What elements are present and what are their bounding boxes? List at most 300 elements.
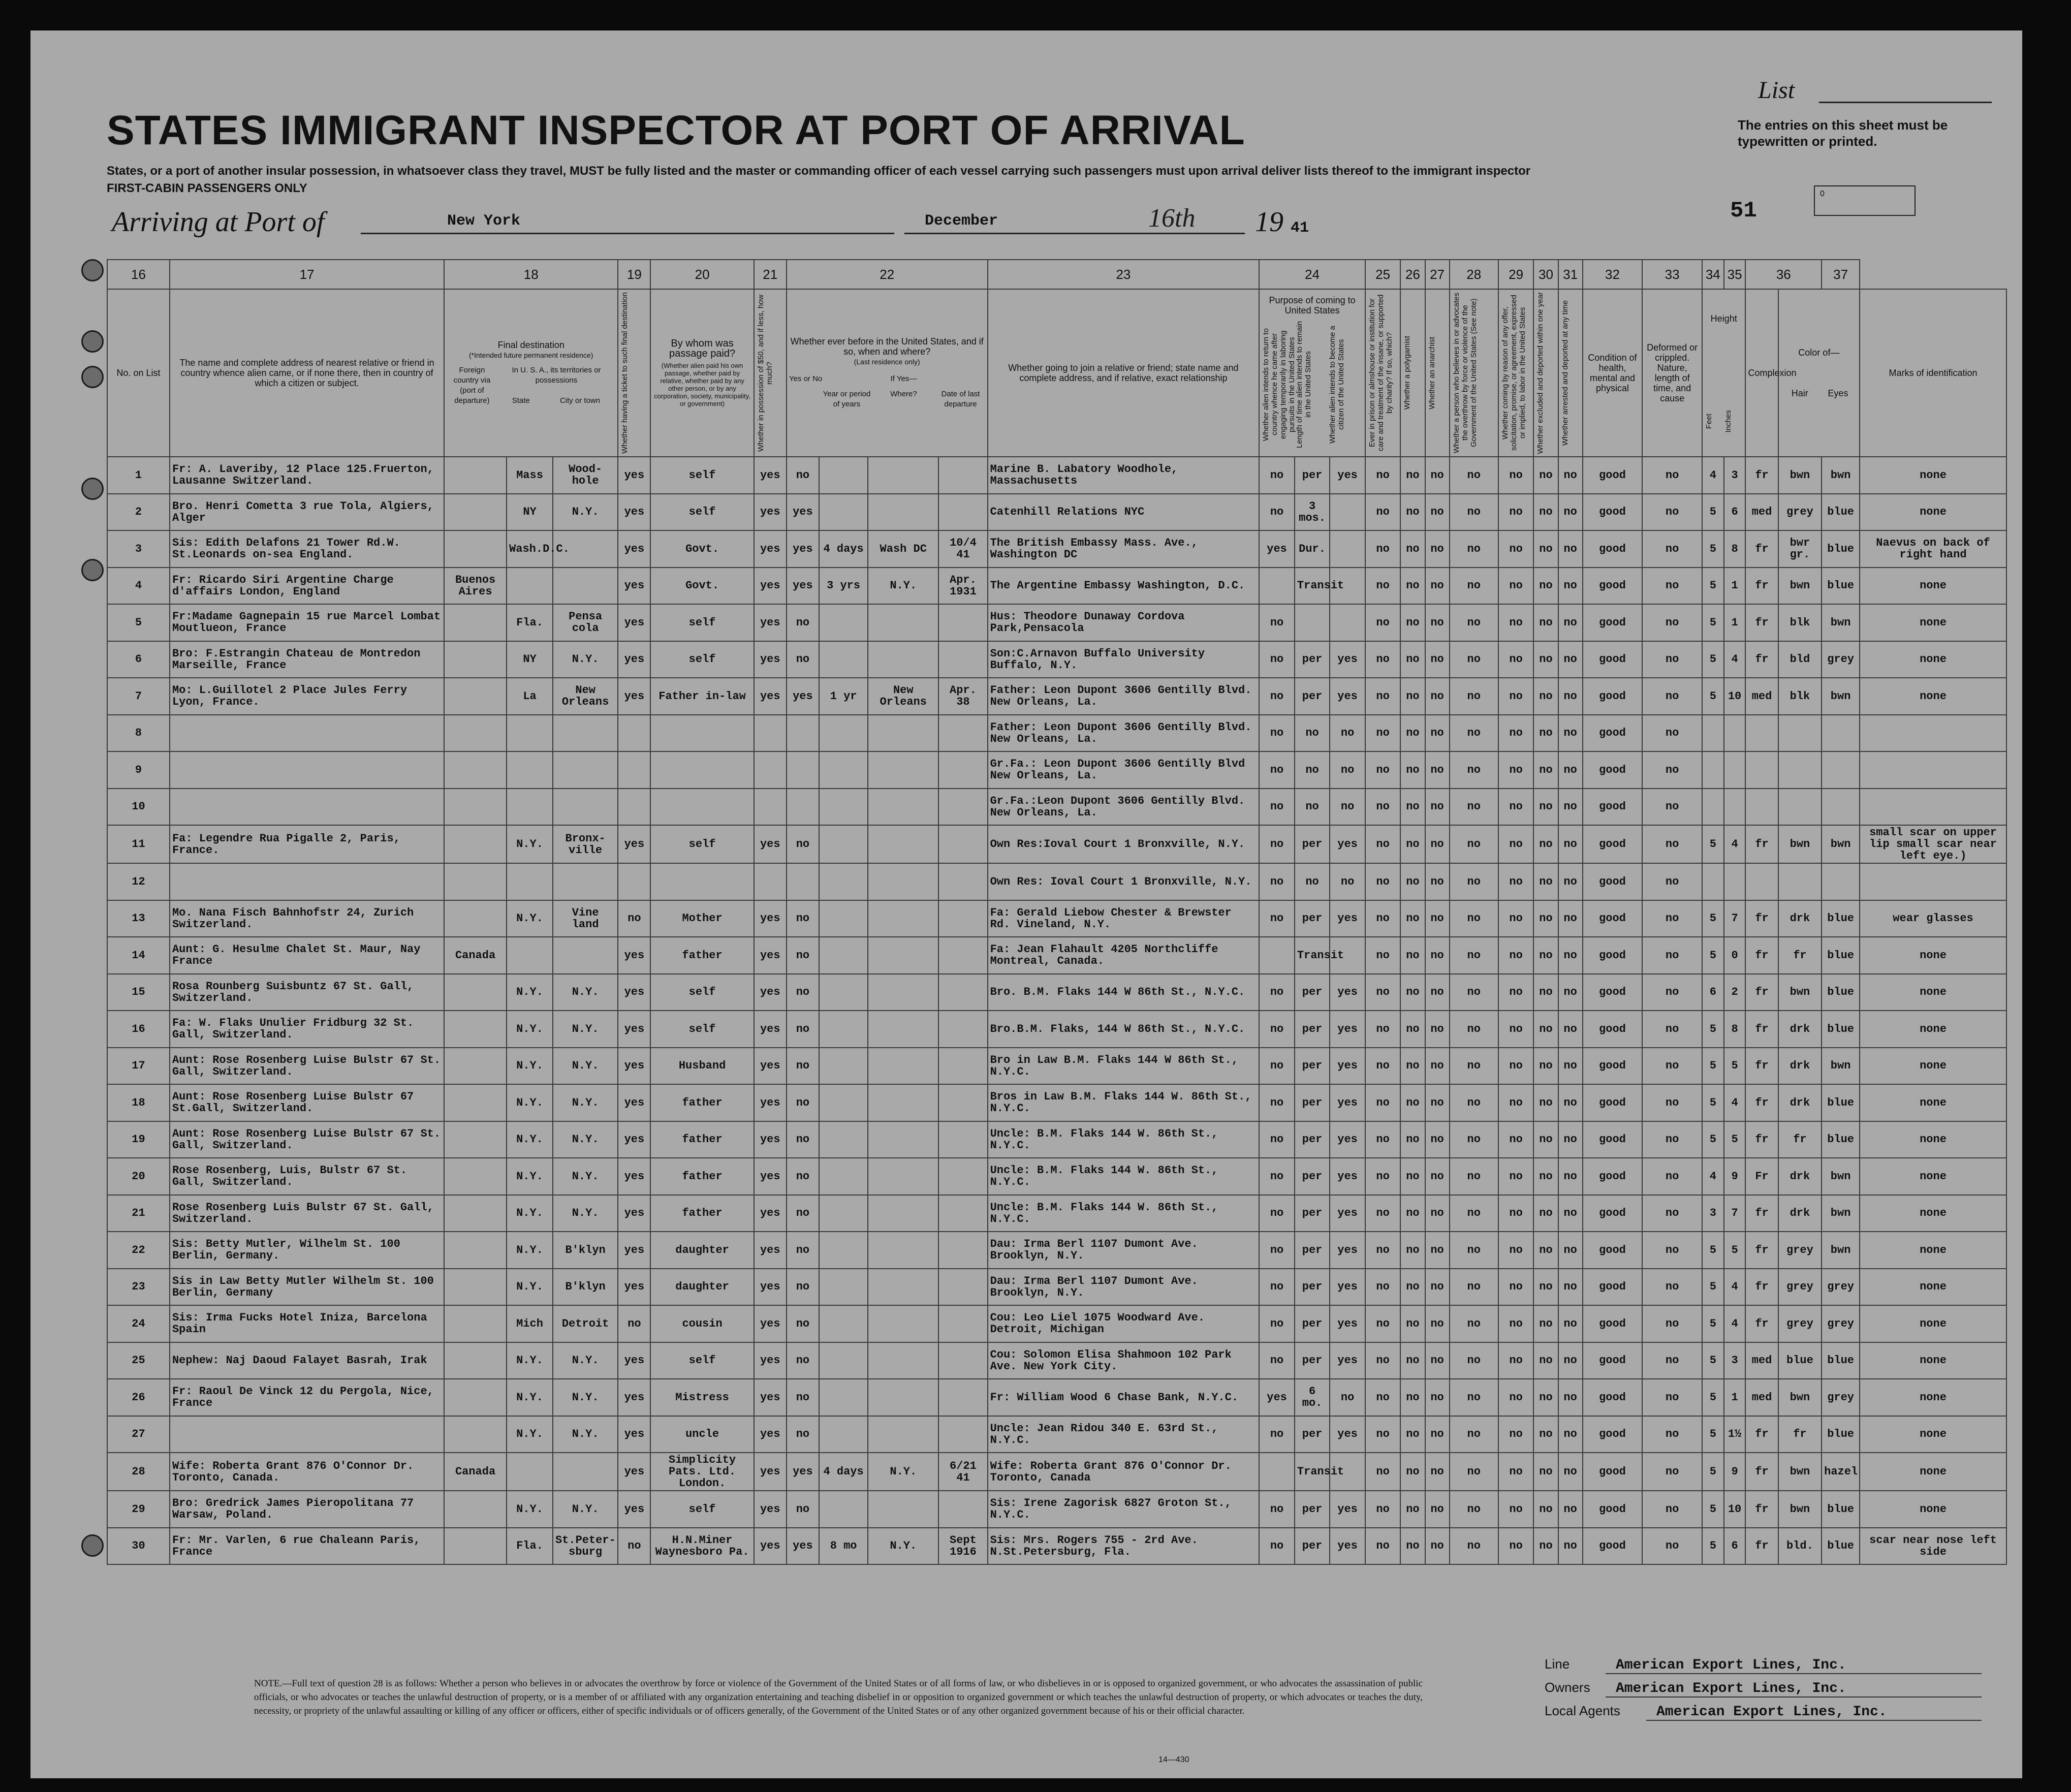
cell-before: no: [787, 1379, 819, 1416]
cell-foreign: [444, 1269, 507, 1306]
cell-c30: no: [1533, 568, 1558, 605]
cell-date: [938, 900, 987, 937]
cell-eyes: blue: [1822, 1121, 1860, 1158]
cell-p2: per: [1295, 1011, 1330, 1048]
cell-c31: no: [1558, 1121, 1583, 1158]
cell-p1: [1259, 568, 1295, 605]
cell-p3: yes: [1330, 1195, 1365, 1232]
cell-p1: no: [1259, 1269, 1295, 1306]
cell-p1: no: [1259, 457, 1295, 494]
cell-state: N.Y.: [507, 825, 553, 863]
cell-relative: Sis: Betty Mutler, Wilhelm St. 100 Berlin, Germany.: [170, 1232, 444, 1269]
cell-c27: no: [1425, 863, 1450, 900]
cell-years: 8 mo: [819, 1528, 868, 1565]
table-row: [107, 1084, 2006, 1121]
cell-no: 23: [107, 1269, 170, 1306]
cell-ticket: yes: [618, 568, 650, 605]
cell-deformed: no: [1642, 863, 1702, 900]
cell-ticket: yes: [618, 1158, 650, 1195]
cell-feet: 5: [1702, 1232, 1724, 1269]
colnum: 18: [444, 260, 618, 289]
cell-deformed: no: [1642, 1416, 1702, 1453]
cell-before: yes: [787, 678, 819, 715]
cell-ticket: yes: [618, 1121, 650, 1158]
cell-city: Bronx-ville: [553, 825, 618, 863]
cell-c26: no: [1400, 1379, 1425, 1416]
cell-p1: no: [1259, 1158, 1295, 1195]
cell-p2: per: [1295, 1342, 1330, 1379]
cell-c28: no: [1450, 1416, 1498, 1453]
arriving-label: Arriving at Port of: [112, 206, 325, 238]
header-health: Condition of health, mental and physical: [1583, 289, 1643, 457]
cell-deformed: no: [1642, 900, 1702, 937]
cell-c27: no: [1425, 678, 1450, 715]
cell-state: N.Y.: [507, 1011, 553, 1048]
header-c29: [1498, 289, 1534, 457]
port-value: New York: [447, 212, 521, 230]
cell-where: [868, 1416, 938, 1453]
cell-complexion: fr: [1745, 1084, 1778, 1121]
cell-c26: no: [1400, 1195, 1425, 1232]
cell-ticket: yes: [618, 1011, 650, 1048]
cell-where: [868, 457, 938, 494]
cell-p1: no: [1259, 641, 1295, 678]
cell-city: N.Y.: [553, 1121, 618, 1158]
manifest-sheet: [30, 30, 2022, 1778]
cell-inches: 2: [1724, 974, 1746, 1011]
cell-inches: 10: [1724, 678, 1746, 715]
cell-c29: no: [1498, 568, 1534, 605]
cell-deformed: no: [1642, 1121, 1702, 1158]
cell-hair: drk: [1778, 1048, 1822, 1085]
cell-complexion: med: [1745, 1342, 1778, 1379]
cell-fifty: yes: [754, 1269, 787, 1306]
cell-p1: no: [1259, 1011, 1295, 1048]
cell-feet: 5: [1702, 900, 1724, 937]
cell-c28: no: [1450, 641, 1498, 678]
header-ticket: [618, 289, 650, 457]
cell-c29: no: [1498, 1048, 1534, 1085]
header-no-on-list: No. on List: [107, 289, 170, 457]
header-date-departure: Date of last departure: [941, 390, 980, 408]
cell-fifty: yes: [754, 1342, 787, 1379]
punch-hole: [81, 1534, 104, 1557]
cell-before: yes: [787, 530, 819, 568]
cell-eyes: bwn: [1822, 1158, 1860, 1195]
cell-date: [938, 1232, 987, 1269]
cell-c27: no: [1425, 1416, 1450, 1453]
cell-c30: no: [1533, 530, 1558, 568]
cell-before: [787, 789, 819, 826]
cell-c27: no: [1425, 1528, 1450, 1565]
cell-before: yes: [787, 494, 819, 531]
cell-years: [819, 900, 868, 937]
cell-p1: no: [1259, 1342, 1295, 1379]
cell-p2: no: [1295, 789, 1330, 826]
cell-p2: no: [1295, 751, 1330, 789]
cell-c28: no: [1450, 530, 1498, 568]
cell-where: [868, 1379, 938, 1416]
color-of-label: Color of—: [1798, 348, 1840, 358]
cell-marks: [1860, 863, 2006, 900]
cell-c25: no: [1365, 1084, 1401, 1121]
cell-c25: no: [1365, 1269, 1401, 1306]
cell-fifty: yes: [754, 1084, 787, 1121]
cell-joining: Cou: Solomon Elisa Shahmoon 102 Park Ave. New York City.: [988, 1342, 1260, 1379]
cell-c28: no: [1450, 1305, 1498, 1342]
cell-p3: yes: [1330, 641, 1365, 678]
cell-hair: fr: [1778, 1416, 1822, 1453]
cell-ticket: yes: [618, 678, 650, 715]
cell-fifty: yes: [754, 1232, 787, 1269]
cell-p2: per: [1295, 678, 1330, 715]
header-c26: [1400, 289, 1425, 457]
cell-where: [868, 1232, 938, 1269]
cell-p2: per: [1295, 1195, 1330, 1232]
cell-where: New Orleans: [868, 678, 938, 715]
c26-label: Whether a polygamist: [1403, 336, 1412, 410]
cell-c30: no: [1533, 1232, 1558, 1269]
cell-before: no: [787, 1121, 819, 1158]
cell-before: no: [787, 1011, 819, 1048]
cell-deformed: no: [1642, 494, 1702, 531]
cell-marks: scar near nose left side: [1860, 1528, 2006, 1565]
cell-foreign: [444, 1342, 507, 1379]
colnum: 32: [1583, 260, 1643, 289]
cell-marks: none: [1860, 568, 2006, 605]
cell-before: [787, 751, 819, 789]
table-row: [107, 568, 2006, 605]
cell-c31: no: [1558, 530, 1583, 568]
cell-c31: no: [1558, 1269, 1583, 1306]
cell-no: 27: [107, 1416, 170, 1453]
cell-date: [938, 789, 987, 826]
colnum: 34: [1702, 260, 1724, 289]
cell-health: good: [1583, 1232, 1643, 1269]
cell-p3: yes: [1330, 1011, 1365, 1048]
cell-p1: no: [1259, 863, 1295, 900]
cell-inches: 1: [1724, 568, 1746, 605]
before-in-us-label: Whether ever before in the United States, and if so, when and where?: [790, 336, 984, 357]
cell-city: N.Y.: [553, 1379, 618, 1416]
cell-marks: wear glasses: [1860, 900, 2006, 937]
cell-c26: no: [1400, 530, 1425, 568]
c31-label: Whether arrested and deported at any time: [1560, 300, 1570, 446]
cell-health: good: [1583, 1453, 1643, 1491]
cell-c31: no: [1558, 568, 1583, 605]
header-c30: [1533, 289, 1558, 457]
cell-eyes: blue: [1822, 1491, 1860, 1528]
cell-c28: no: [1450, 678, 1498, 715]
cell-c27: no: [1425, 530, 1450, 568]
cell-p3: yes: [1330, 1528, 1365, 1565]
cell-feet: 5: [1702, 1379, 1724, 1416]
cell-paid: [650, 751, 754, 789]
cell-paid: uncle: [650, 1416, 754, 1453]
cell-paid: [650, 789, 754, 826]
cell-no: 30: [107, 1528, 170, 1565]
table-row: [107, 1195, 2006, 1232]
header-where: Where?: [890, 390, 917, 398]
cell-relative: Aunt: Rose Rosenberg Luise Bulstr 67 St. Gall, Switzerland.: [170, 1121, 444, 1158]
colnum: 21: [754, 260, 787, 289]
cell-where: [868, 604, 938, 641]
cell-no: 3: [107, 530, 170, 568]
cell-city: Pensa cola: [553, 604, 618, 641]
cell-deformed: no: [1642, 457, 1702, 494]
header-year-period: Year or period of years: [823, 390, 871, 408]
cell-complexion: fr: [1745, 900, 1778, 937]
cell-feet: 5: [1702, 678, 1724, 715]
cell-marks: none: [1860, 937, 2006, 974]
cell-c31: no: [1558, 1379, 1583, 1416]
cell-deformed: no: [1642, 715, 1702, 752]
cell-state: Mich: [507, 1305, 553, 1342]
cell-c28: no: [1450, 1269, 1498, 1306]
cell-before: no: [787, 1269, 819, 1306]
cell-no: 4: [107, 568, 170, 605]
cell-relative: Rosa Rounberg Suisbuntz 67 St. Gall, Switzerland.: [170, 974, 444, 1011]
passenger-rows: [107, 457, 2006, 1564]
cell-feet: 5: [1702, 1305, 1724, 1342]
cell-feet: 5: [1702, 530, 1724, 568]
cell-c26: no: [1400, 678, 1425, 715]
cell-c31: no: [1558, 604, 1583, 641]
cell-c29: no: [1498, 1342, 1534, 1379]
cell-c31: no: [1558, 1491, 1583, 1528]
cell-complexion: [1745, 789, 1778, 826]
cell-paid: daughter: [650, 1232, 754, 1269]
colnum: 29: [1498, 260, 1534, 289]
punch-hole: [81, 478, 104, 500]
cell-city: N.Y.: [553, 1011, 618, 1048]
cell-paid: father: [650, 937, 754, 974]
colnum: 27: [1425, 260, 1450, 289]
cell-before: yes: [787, 1528, 819, 1565]
cell-c26: no: [1400, 1232, 1425, 1269]
cell-paid: self: [650, 1011, 754, 1048]
header-city: City or town: [559, 396, 601, 405]
header-if-yes: If Yes—: [890, 374, 917, 383]
cell-where: [868, 789, 938, 826]
cell-city: B'klyn: [553, 1269, 618, 1306]
cell-ticket: [618, 863, 650, 900]
cell-p2: per: [1295, 1232, 1330, 1269]
cell-fifty: yes: [754, 1528, 787, 1565]
cell-c26: no: [1400, 1269, 1425, 1306]
cell-fifty: yes: [754, 1048, 787, 1085]
cell-date: [938, 937, 987, 974]
cell-marks: none: [1860, 494, 2006, 531]
cell-c30: no: [1533, 1048, 1558, 1085]
cell-p2: per: [1295, 1121, 1330, 1158]
table-row: [107, 1158, 2006, 1195]
cell-no: 7: [107, 678, 170, 715]
cell-date: [938, 1269, 987, 1306]
cell-date: [938, 863, 987, 900]
cell-c25: no: [1365, 1121, 1401, 1158]
cell-p2: per: [1295, 825, 1330, 863]
table-row: [107, 1269, 2006, 1306]
cell-c28: no: [1450, 825, 1498, 863]
cell-ticket: yes: [618, 641, 650, 678]
cell-complexion: [1745, 863, 1778, 900]
cell-p1: no: [1259, 825, 1295, 863]
cell-state: Mass: [507, 457, 553, 494]
agents-value: American Export Lines, Inc.: [1646, 1704, 1982, 1721]
cell-c31: no: [1558, 1084, 1583, 1121]
cell-hair: bld.: [1778, 1528, 1822, 1565]
cell-p1: no: [1259, 1084, 1295, 1121]
cell-hair: bwn: [1778, 974, 1822, 1011]
cell-c28: no: [1450, 494, 1498, 531]
cell-state: N.Y.: [507, 974, 553, 1011]
cell-c28: no: [1450, 1379, 1498, 1416]
cell-date: [938, 1048, 987, 1085]
cell-c31: no: [1558, 1232, 1583, 1269]
cell-p3: yes: [1330, 1084, 1365, 1121]
cell-feet: 3: [1702, 1195, 1724, 1232]
cell-eyes: bwn: [1822, 1232, 1860, 1269]
cell-deformed: no: [1642, 937, 1702, 974]
c28-label: Whether a person who believes in or advocates the overthrow by force or violence of the Government of the United States (See note): [1452, 293, 1478, 454]
cell-complexion: [1745, 751, 1778, 789]
cell-p1: no: [1259, 1195, 1295, 1232]
cell-deformed: no: [1642, 641, 1702, 678]
cell-c25: no: [1365, 1305, 1401, 1342]
header-deformed: Deformed or crippled. Nature, length of time, and cause: [1642, 289, 1702, 457]
c30-label: Whether excluded and deported within one year: [1536, 292, 1545, 454]
cell-joining: Marine B. Labatory Woodhole, Massachusetts: [988, 457, 1260, 494]
cell-inches: 6: [1724, 1528, 1746, 1565]
agents-label: Local Agents: [1545, 1703, 1620, 1718]
cell-inches: 1½: [1724, 1416, 1746, 1453]
cell-date: [938, 1011, 987, 1048]
cell-c29: no: [1498, 1011, 1534, 1048]
cell-c29: no: [1498, 1121, 1534, 1158]
cell-joining: Bros in Law B.M. Flaks 144 W. 86th St., N.Y.C.: [988, 1084, 1260, 1121]
cell-state: NY: [507, 641, 553, 678]
cell-c26: no: [1400, 715, 1425, 752]
cell-fifty: yes: [754, 937, 787, 974]
cell-hair: grey: [1778, 1269, 1822, 1306]
cell-p3: [1330, 530, 1365, 568]
table-row: [107, 937, 2006, 974]
cell-complexion: fr: [1745, 1048, 1778, 1085]
cell-feet: 5: [1702, 1121, 1724, 1158]
cell-eyes: blue: [1822, 1528, 1860, 1565]
cell-c27: no: [1425, 1491, 1450, 1528]
cell-date: [938, 1491, 987, 1528]
cell-foreign: [444, 1084, 507, 1121]
cell-c25: no: [1365, 789, 1401, 826]
cell-date: [938, 974, 987, 1011]
cell-years: [819, 1305, 868, 1342]
cell-c27: no: [1425, 1011, 1450, 1048]
cell-health: good: [1583, 568, 1643, 605]
cell-c31: no: [1558, 1453, 1583, 1491]
cell-complexion: fr: [1745, 1453, 1778, 1491]
cell-relative: [170, 715, 444, 752]
cell-before: yes: [787, 568, 819, 605]
cell-state: Wash.D.C.: [507, 530, 553, 568]
cell-eyes: bwn: [1822, 457, 1860, 494]
cell-p3: yes: [1330, 1121, 1365, 1158]
cell-c27: no: [1425, 1158, 1450, 1195]
cell-joining: Father: Leon Dupont 3606 Gentilly Blvd. New Orleans, La.: [988, 715, 1260, 752]
cell-before: no: [787, 825, 819, 863]
cell-eyes: grey: [1822, 1379, 1860, 1416]
cell-joining: The British Embassy Mass. Ave., Washington DC: [988, 530, 1260, 568]
cell-inches: 7: [1724, 900, 1746, 937]
cell-inches: 5: [1724, 1232, 1746, 1269]
cell-where: [868, 1048, 938, 1085]
cell-c26: no: [1400, 457, 1425, 494]
cell-paid: self: [650, 825, 754, 863]
cell-state: N.Y.: [507, 1158, 553, 1195]
cell-complexion: med: [1745, 1379, 1778, 1416]
cell-marks: none: [1860, 1011, 2006, 1048]
cell-paid: Mother: [650, 900, 754, 937]
cell-p2: per: [1295, 1491, 1330, 1528]
cell-marks: [1860, 751, 2006, 789]
cell-c28: no: [1450, 751, 1498, 789]
cell-fifty: yes: [754, 568, 787, 605]
cell-c27: no: [1425, 1379, 1450, 1416]
day-value: 16th: [1148, 204, 1196, 233]
cell-marks: none: [1860, 1084, 2006, 1121]
cell-state: N.Y.: [507, 1048, 553, 1085]
cell-feet: [1702, 789, 1724, 826]
cell-date: [938, 604, 987, 641]
cell-joining: Cou: Leo Liel 1075 Woodward Ave. Detroit, Michigan: [988, 1305, 1260, 1342]
cell-c29: no: [1498, 494, 1534, 531]
cell-p1: no: [1259, 974, 1295, 1011]
cell-inches: 9: [1724, 1453, 1746, 1491]
cell-paid: self: [650, 494, 754, 531]
cell-eyes: blue: [1822, 974, 1860, 1011]
cell-complexion: fr: [1745, 825, 1778, 863]
cell-years: [819, 457, 868, 494]
cell-deformed: no: [1642, 825, 1702, 863]
cell-p2: Transit: [1295, 937, 1330, 974]
cell-hair: blk: [1778, 604, 1822, 641]
cell-relative: Aunt: Rose Rosenberg Luise Bulstr 67 St.Gall, Switzerland.: [170, 1084, 444, 1121]
cell-deformed: no: [1642, 751, 1702, 789]
cell-hair: bwn: [1778, 825, 1822, 863]
instructions: [107, 163, 1682, 197]
cell-city: [553, 863, 618, 900]
stamp-text: 0: [1820, 190, 1825, 198]
cell-c30: no: [1533, 1011, 1558, 1048]
cell-where: [868, 1342, 938, 1379]
cell-where: [868, 825, 938, 863]
cell-inches: 4: [1724, 1269, 1746, 1306]
cell-c26: no: [1400, 900, 1425, 937]
passage-paid-note: (Whether alien paid his own passage, whether paid by relative, whether paid by any other person, or by any corporation, society, municipality, or government): [654, 362, 750, 407]
cell-p2: per: [1295, 641, 1330, 678]
cell-city: N.Y.: [553, 641, 618, 678]
cell-joining: Uncle: Jean Ridou 340 E. 63rd St., N.Y.C.: [988, 1416, 1260, 1453]
cell-c25: no: [1365, 751, 1401, 789]
cell-feet: 4: [1702, 1158, 1724, 1195]
cell-health: good: [1583, 1379, 1643, 1416]
cell-c31: no: [1558, 715, 1583, 752]
owners-label: Owners: [1545, 1680, 1590, 1695]
cell-complexion: fr: [1745, 1305, 1778, 1342]
cell-paid: Govt.: [650, 568, 754, 605]
cell-ticket: no: [618, 1305, 650, 1342]
